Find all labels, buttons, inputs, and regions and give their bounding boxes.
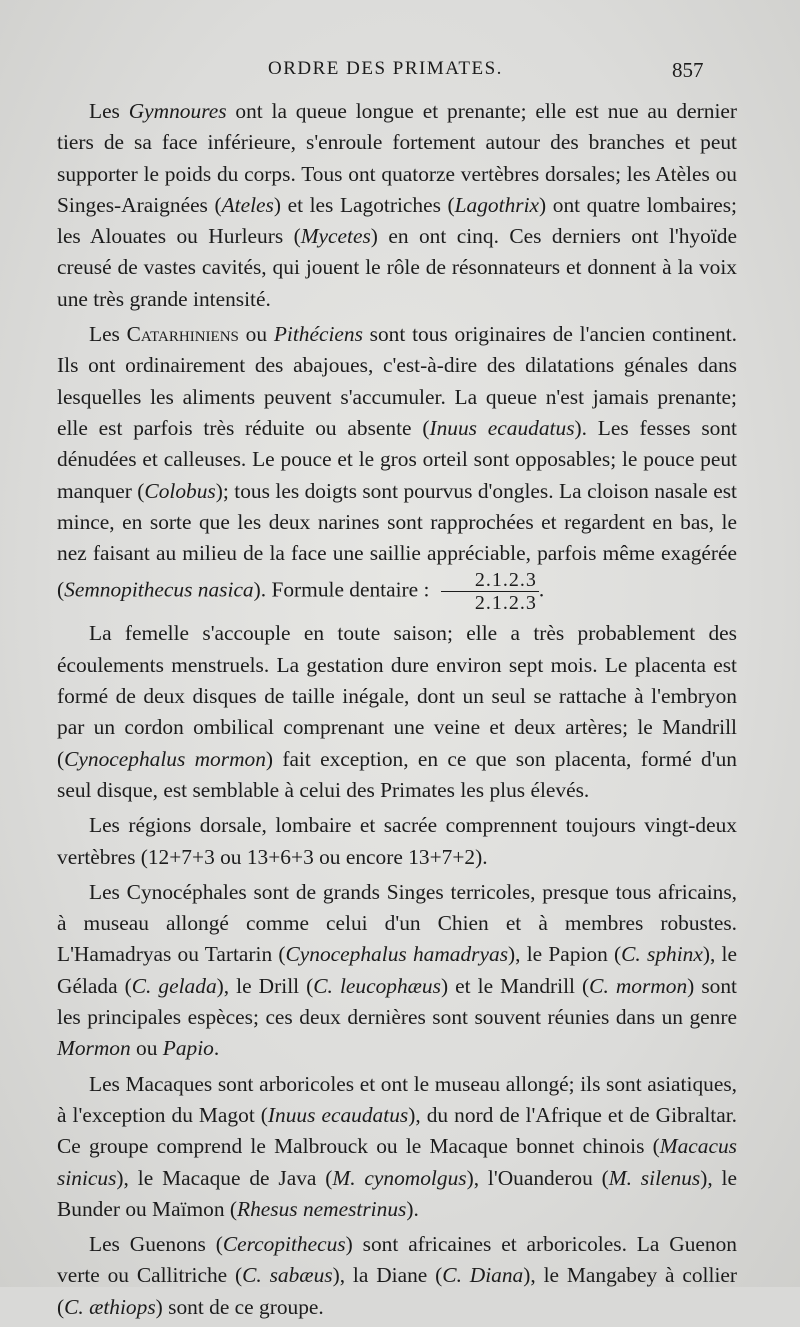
paragraph-vertebrae: Les régions dorsale, lombaire et sacrée comprennent toujours vingt-deux vertèbres (12+7+3 ou 13+6+3 ou encore 13+7+2). [57, 813, 737, 869]
paragraph-guenons: Les Guenons (Cercopithecus) sont africaines et arboricoles. La Guenon verte ou Callitriche (C. sabæus), la Diane (C. Diana), le Mangabey à collier (C. æthiops) sont de ce groupe. [57, 1232, 737, 1319]
paragraph-cynocephales: Les Cynocéphales sont de grands Singes terricoles, presque tous africains, à museau allongé comme celui d'un Chien et à membres robustes. L'Hamadryas ou Tartarin (Cynocephalus hamadryas), le Papion (C. sphinx), le Gélada (C. gelada), le Drill (C. leucophæus) et le Mandrill (C. mormon) sont les principales espèces; ces deux dernières sont souvent réunies dans un genre Mormon ou Papio. [57, 879, 737, 1061]
running-header [0, 58, 800, 86]
chapter-title: ORDRE DES PRIMATES. [268, 58, 503, 79]
dental-formula: $\frac{2.1.2.3}{2.1.2.3}$ [441, 569, 539, 614]
page-number: 857 [672, 58, 704, 82]
paragraph-reproduction: La femelle s'accouple en toute saison; elle a très probablement des écoulements menstruels. La gestation dure environ sept mois. Le placenta est formé de deux disques de taille inégale, dont un seul se rattache à l'embryon par un cordon ombilical comprenant une veine et deux artères; le Mandrill (Cynocephalus mormon) fait exception, en ce que son placenta, formé d'un seul disque, est semblable à celui des Primates les plus élevés. [57, 621, 737, 802]
paragraph-macaques: Les Macaques sont arboricoles et ont le museau allongé; ils sont asiatiques, à l'exception du Magot (Inuus ecaudatus), du nord de l'Afrique et de Gibraltar. Ce groupe comprend le Malbrouck ou le Macaque bonnet chinois (Macacus sinicus), le Macaque de Java (M. cynomolgus), l'Ouanderou (M. silenus), le Bunder ou Maïmon (Rhesus nemestrinus). [57, 1071, 737, 1221]
text-body [57, 96, 737, 1327]
paragraph-catarhiniens: Les Catarhiniens ou Pithéciens sont tous originaires de l'ancien continent. Ils ont ordinairement des abajoues, c'est-à-dire des dilatations génales dans lesquelles les aliments peuvent s'accumuler. La queue n'est jamais prenante; elle est parfois très réduite ou absente (Inuus ecaudatus). Les fesses sont dénudées et calleuses. Le pouce et le gros orteil sont opposables; le pouce peut manquer (Colobus); tous les doigts sont pourvus d'ongles. La cloison nasale est mince, en sorte que les deux narines sont rapprochées et regardent en bas, le nez faisant au milieu de la face une saillie appréciable, parfois même exagérée (Semnopithecus nasica). Formule dentaire : $\frac{2.1.2.3}{2.1.2.3}$ . [57, 322, 738, 615]
paragraph-gymnoures: Les Gymnoures ont la queue longue et prenante; elle est nue au dernier tiers de sa face inférieure, s'enroule fortement autour des branches et peut supporter le poids du corps. Tous ont quatorze vertèbres dorsales; les Atèles ou Singes-Araignées (Ateles) et les Lagotriches (Lagothrix) ont quatre lombaires; les Alouates ou Hurleurs (Mycetes) en ont cinq. Ces derniers ont l'hyoïde creusé de vastes cavités, qui jouent le rôle de résonnateurs et donnent à la voix une très grande intensité. [57, 99, 737, 311]
